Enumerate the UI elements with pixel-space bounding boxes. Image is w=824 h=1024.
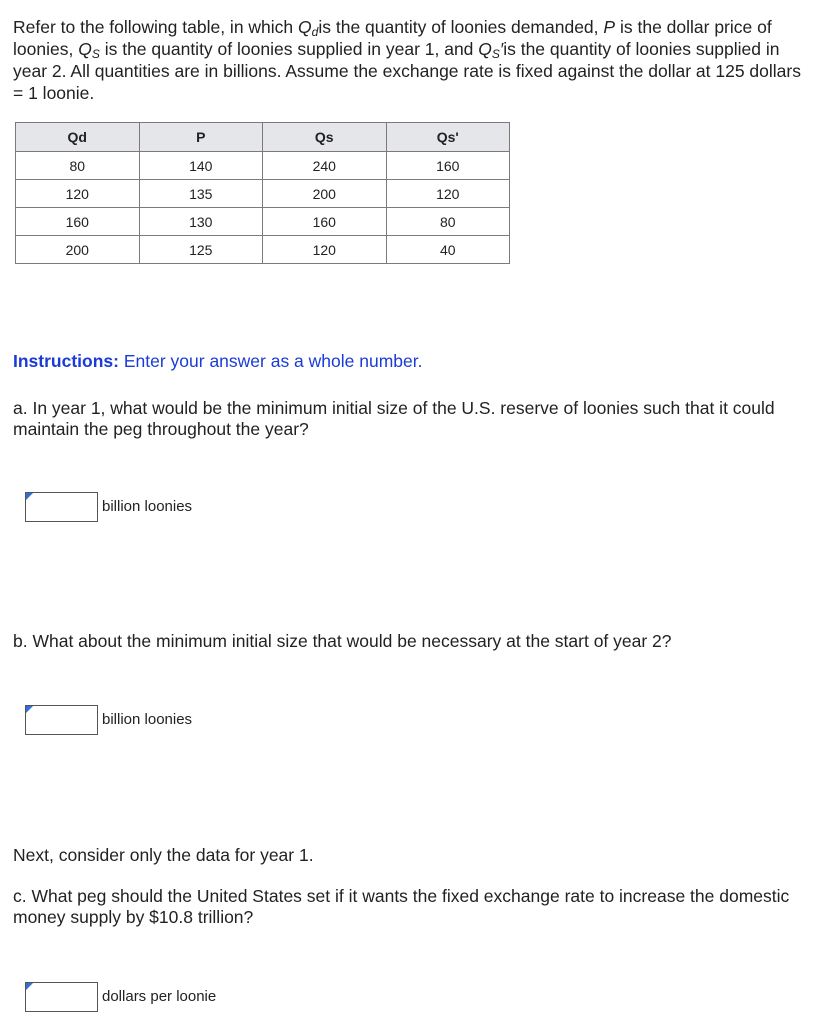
answer-c-unit: dollars per loonie — [97, 983, 216, 1011]
qs-subscript: S — [91, 47, 100, 61]
table-row — [16, 208, 510, 236]
header-qs: Qs — [263, 123, 387, 152]
qd-variable: Q — [298, 17, 312, 37]
intro-part4: is the quantity of loonies supplied in year 1, and — [104, 39, 479, 59]
table-cell: 130 — [139, 208, 263, 236]
answer-a-row — [25, 492, 192, 522]
answer-a-input[interactable] — [26, 493, 97, 521]
header-qs-prime: Qs' — [386, 123, 510, 152]
table-cell: 80 — [16, 152, 140, 180]
data-table — [15, 122, 510, 264]
qs2-subscript: S — [491, 47, 500, 61]
answer-c-field-wrapper — [25, 982, 98, 1012]
question-a: a. In year 1, what would be the minimum initial size of the U.S. reserve of loonies such that it could maintain the peg throughout the year? — [13, 398, 775, 439]
table-cell: 80 — [386, 208, 510, 236]
p-variable: P — [603, 17, 616, 37]
qs2-variable: Q — [478, 39, 492, 59]
answer-c-input[interactable] — [26, 983, 97, 1011]
qs-variable: Q — [78, 39, 92, 59]
table-header-row — [16, 123, 510, 152]
intro-part5: is the quantity of loonies supplied in year 2. All quantities are in billions. Assume the exchange rate is fixed against the dollar at 125 dollars = 1 loonie. — [13, 39, 801, 103]
table-cell: 160 — [16, 208, 140, 236]
table-cell: 120 — [386, 180, 510, 208]
qs2-prime: ′ — [499, 39, 504, 59]
answer-b-input[interactable] — [26, 706, 97, 734]
answer-a-field-wrapper — [25, 492, 98, 522]
table-cell: 120 — [16, 180, 140, 208]
table-cell: 120 — [263, 236, 387, 264]
flag-icon — [26, 706, 33, 713]
instructions — [13, 351, 422, 372]
intro-part2: is the quantity of loonies demanded, — [318, 17, 604, 37]
flag-icon — [26, 493, 33, 500]
question-b: b. What about the minimum initial size that would be necessary at the start of year 2? — [13, 631, 672, 651]
table-cell: 140 — [139, 152, 263, 180]
table-cell: 160 — [386, 152, 510, 180]
table-row — [16, 236, 510, 264]
table-cell: 135 — [139, 180, 263, 208]
instructions-text: Enter your answer as a whole number. — [118, 351, 423, 371]
header-qd: Qd — [16, 123, 140, 152]
qd-subscript: d — [311, 25, 319, 39]
table-row — [16, 152, 510, 180]
flag-icon — [26, 983, 33, 990]
answer-b-row — [25, 705, 192, 735]
table-row — [16, 180, 510, 208]
intro-part3: is the dollar price of loonies, — [13, 17, 772, 59]
answer-b-field-wrapper — [25, 705, 98, 735]
table-cell: 40 — [386, 236, 510, 264]
intro-part1: Refer to the following table, in which — [13, 17, 299, 37]
intro-text — [13, 16, 803, 104]
instructions-label: Instructions: — [13, 351, 119, 371]
table-cell: 160 — [263, 208, 387, 236]
answer-c-row — [25, 982, 216, 1012]
table-cell: 200 — [16, 236, 140, 264]
header-p: P — [139, 123, 263, 152]
answer-b-unit: billion loonies — [97, 706, 192, 734]
table-cell: 200 — [263, 180, 387, 208]
table-cell: 240 — [263, 152, 387, 180]
table-cell: 125 — [139, 236, 263, 264]
question-c: c. What peg should the United States set if it wants the fixed exchange rate to increase the domestic money supply by $10.8 trillion? — [13, 886, 790, 927]
answer-a-unit: billion loonies — [97, 493, 192, 521]
next-text: Next, consider only the data for year 1. — [13, 845, 314, 865]
